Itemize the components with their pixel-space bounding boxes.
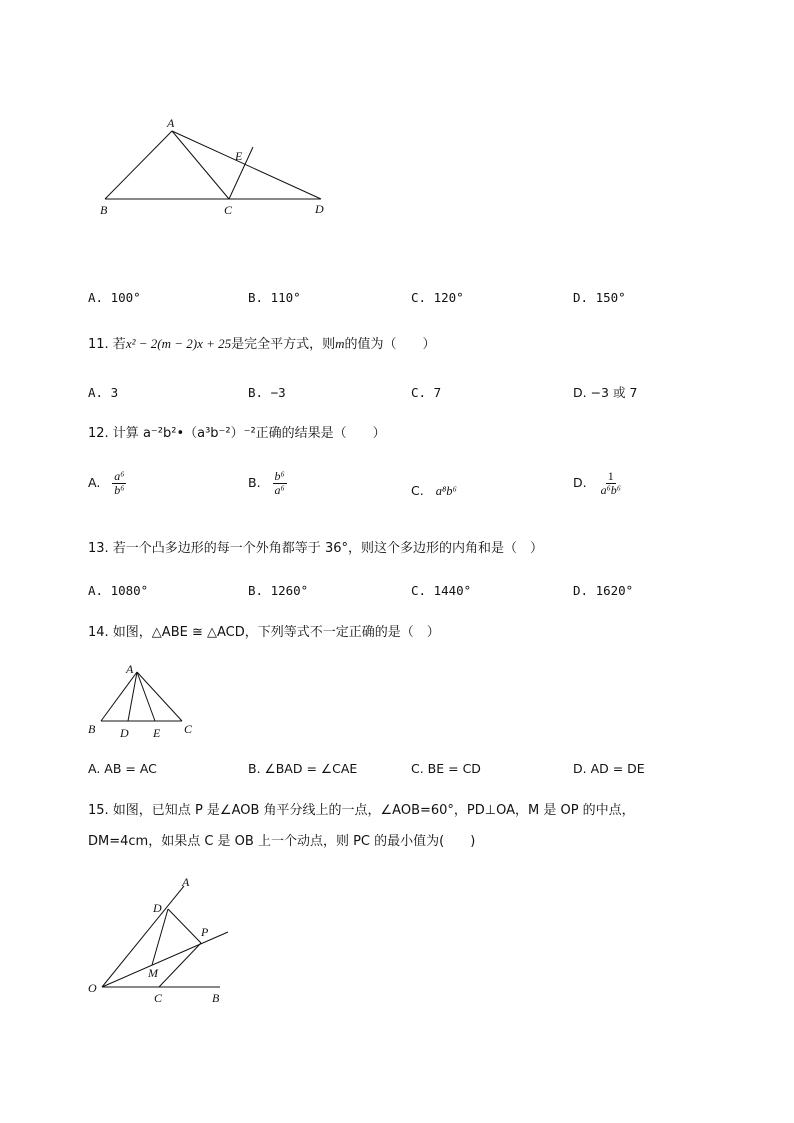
q10-option-d: D. 150° [573, 290, 626, 305]
q15-segment-pc [159, 943, 201, 987]
q15-question-line2: DM=4cm，如果点 C 是 OB 上一个动点，则 PC 的最小值为( ) [88, 834, 476, 849]
q10-option-a: A. 100° [88, 290, 141, 305]
q13-question: 13. 若一个凸多边形的每一个外角都等于 36°，则这个多边形的内角和是（ ） [88, 541, 543, 556]
q14-segment-ac [137, 672, 182, 721]
q10-segment-ad [172, 131, 321, 199]
q15-ray-oa [102, 886, 184, 987]
q12-option-a-den: b⁶ [114, 483, 125, 497]
q12-option-b-fraction [273, 470, 287, 497]
q15-label-a: A [182, 875, 190, 889]
q11-expression: x² − 2(m − 2)x + 25 [125, 336, 232, 351]
q10-label-a: A [167, 116, 175, 130]
q10-label-b: B [100, 203, 108, 217]
q14-label-c: C [184, 722, 193, 736]
q10-segment-ac [172, 131, 229, 199]
q14-question: 14. 如图，△ABE ≅ △ACD，下列等式不一定正确的是（ ） [88, 625, 440, 640]
q12-option-a-fraction [112, 470, 126, 497]
q12-option-b [248, 470, 287, 497]
q14-option-c: C. BE = CD [411, 761, 481, 776]
q11-option-b: B. −3 [248, 385, 286, 400]
q14-segment-ae [137, 672, 155, 721]
q14-option-a: A. AB = AC [88, 761, 157, 776]
q15-label-p: P [201, 925, 209, 939]
q10-option-b: B. 110° [248, 290, 301, 305]
q15-bisector [102, 932, 228, 987]
q12-question: 12. 计算 a⁻²b²•（a³b⁻²）⁻²正确的结果是（ ） [88, 426, 386, 441]
q12-option-a [88, 470, 126, 497]
q15-segment-dm [152, 909, 168, 965]
q13-option-d: D. 1620° [573, 583, 634, 598]
q13-option-b: B. 1260° [248, 583, 309, 598]
q12-option-d-num: 1 [607, 469, 614, 483]
q15-figure [80, 870, 240, 1010]
q15-label-b: B [212, 991, 220, 1005]
q10-label-d: D [315, 202, 324, 216]
q12-option-b-num: b⁶ [274, 469, 285, 483]
q14-segment-ab [101, 672, 137, 721]
q11-tail: 的值为（ ） [344, 337, 436, 352]
q12-option-c [411, 483, 457, 499]
q15-label-d: D [153, 901, 162, 915]
q15-question-line1: 15. 如图，已知点 P 是∠AOB 角平分线上的一点，∠AOB=60°，PD⊥OA，M 是 OP 的中点， [88, 803, 635, 818]
q10-figure [95, 115, 335, 225]
q12-option-b-den: a⁶ [274, 483, 285, 497]
q12-option-d-label: D. [573, 475, 587, 490]
q15-segment-pd [168, 909, 201, 943]
q12-option-c-value: a⁸b⁶ [435, 484, 457, 498]
q11-option-c: C. 7 [411, 385, 442, 400]
q12-option-d [573, 470, 623, 497]
q14-segment-ad [128, 672, 137, 721]
q14-option-b: B. ∠BAD = ∠CAE [248, 761, 358, 776]
q10-label-e: E [235, 149, 243, 163]
q11-option-a: A. 3 [88, 385, 119, 400]
q14-figure [85, 660, 205, 740]
q15-label-m: M [148, 966, 158, 980]
q15-label-o: O [88, 981, 97, 995]
q12-option-d-den: a⁶b⁶ [600, 483, 621, 497]
q13-option-c: C. 1440° [411, 583, 472, 598]
q11-middle: 是完全平方式，则 [231, 337, 336, 352]
q14-label-d: D [120, 726, 129, 740]
q11-question [88, 335, 436, 354]
q12-option-b-label: B. [248, 475, 261, 490]
q12-option-a-label: A. [88, 475, 101, 490]
q12-option-c-label: C. [411, 483, 424, 498]
q11-option-d: D. −3 或 7 [573, 385, 638, 400]
q14-option-d: D. AD = DE [573, 761, 645, 776]
q12-option-a-num: a⁶ [114, 469, 125, 483]
q11-var: m [335, 336, 345, 351]
q14-label-a: A [126, 662, 134, 676]
q11-number: 11. 若 [88, 337, 126, 352]
q10-segment-ab [105, 131, 172, 199]
q14-label-b: B [88, 722, 96, 736]
q10-option-c: C. 120° [411, 290, 464, 305]
q13-option-a: A. 1080° [88, 583, 149, 598]
q10-label-c: C [224, 203, 233, 217]
q15-label-c: C [154, 991, 163, 1005]
q14-label-e: E [153, 726, 161, 740]
q12-option-d-fraction [599, 470, 623, 497]
